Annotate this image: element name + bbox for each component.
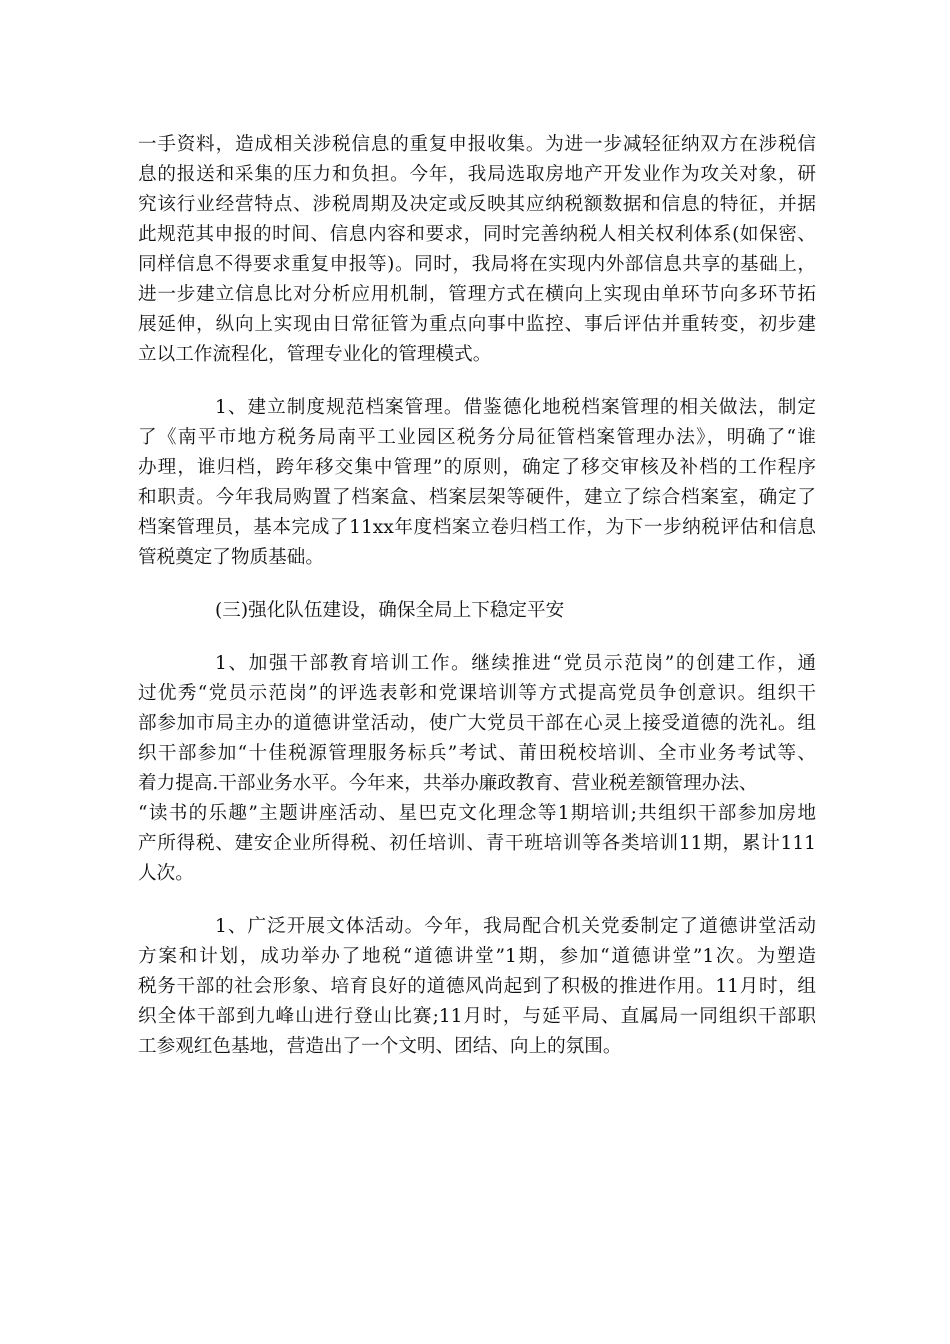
text-line: 工参观红色基地，营造出了一个文明、团结、向上的氛围。 [138,1036,622,1057]
text-line: 展延伸，纵向上实现由日常征管为重点向事中监控、事后评估并重转变，初步建 [138,314,816,335]
text-line: 人次。 [138,863,194,884]
text-line: 过优秀“党员示范岗”的评选表彰和党课培训等方式提高党员争创意识。组织干 [138,683,816,704]
text-line: 税务干部的社会形象、培育良好的道德风尚起到了积极的推进作用。11月时，组 [138,976,816,997]
paragraph-1 [138,130,816,370]
text-line: 一手资料，造成相关涉税信息的重复申报收集。为进一步减轻征纳双方在涉税信 [138,134,816,155]
paragraph-4 [138,649,816,889]
text-line: 进一步建立信息比对分析应用机制，管理方式在横向上实现由单环节向多环节拓 [138,284,816,305]
text-line: 档案管理员，基本完成了11xx年度档案立卷归档工作，为下一步纳税评估和信息 [138,517,816,538]
text-line: 息的报送和采集的压力和负担。今年，我局选取房地产开发业作为攻关对象，研 [138,164,816,185]
paragraph-2 [138,393,816,573]
text-line: 管税奠定了物质基础。 [138,547,324,568]
document-page [138,130,816,1062]
text-line: 部参加市局主办的道德讲堂活动，使广大党员干部在心灵上接受道德的洗礼。组 [138,713,816,734]
text-line: 织全体干部到九峰山进行登山比赛;11月时，与延平局、直属局一同组织干部职 [138,1006,816,1027]
text-line: 着力提高.干部业务水平。今年来，共举办廉政教育、营业税差额管理办法、 [138,773,758,794]
text-line: 1、建立制度规范档案管理。借鉴德化地税档案管理的相关做法，制定 [215,397,816,418]
text-line: 产所得税、建安企业所得税、初任培训、青干班培训等各类培训11期，累计111 [138,833,816,854]
section-heading [138,596,816,626]
text-line: 1、广泛开展文体活动。今年，我局配合机关党委制定了道德讲堂活动 [215,916,816,937]
text-line: “读书的乐趣”主题讲座活动、星巴克文化理念等1期培训;共组织干部参加房地 [138,803,816,824]
text-line: 方案和计划，成功举办了地税“道德讲堂”1期，参加“道德讲堂”1次。为塑造 [138,946,816,967]
heading-line: (三)强化队伍建设，确保全局上下稳定平安 [215,600,565,621]
text-line: 和职责。今年我局购置了档案盒、档案层架等硬件，建立了综合档案室，确定了 [138,487,816,508]
text-line: 织干部参加“十佳税源管理服务标兵”考试、莆田税校培训、全市业务考试等、 [138,743,816,764]
text-line: 立以工作流程化，管理专业化的管理模式。 [138,344,492,365]
text-line: 了《南平市地方税务局南平工业园区税务分局征管档案管理办法》，明确了“谁 [138,427,816,448]
paragraph-5 [138,912,816,1062]
text-line: 1、加强干部教育培训工作。继续推进“党员示范岗”的创建工作，通 [215,653,816,674]
text-line: 同样信息不得要求重复申报等)。同时，我局将在实现内外部信息共享的基础上， [138,254,816,275]
text-line: 此规范其申报的时间、信息内容和要求，同时完善纳税人相关权利体系(如保密、 [138,224,816,245]
text-line: 办理，谁归档，跨年移交集中管理”的原则，确定了移交审核及补档的工作程序 [138,457,816,478]
text-line: 究该行业经营特点、涉税周期及决定或反映其应纳税额数据和信息的特征，并据 [138,194,816,215]
